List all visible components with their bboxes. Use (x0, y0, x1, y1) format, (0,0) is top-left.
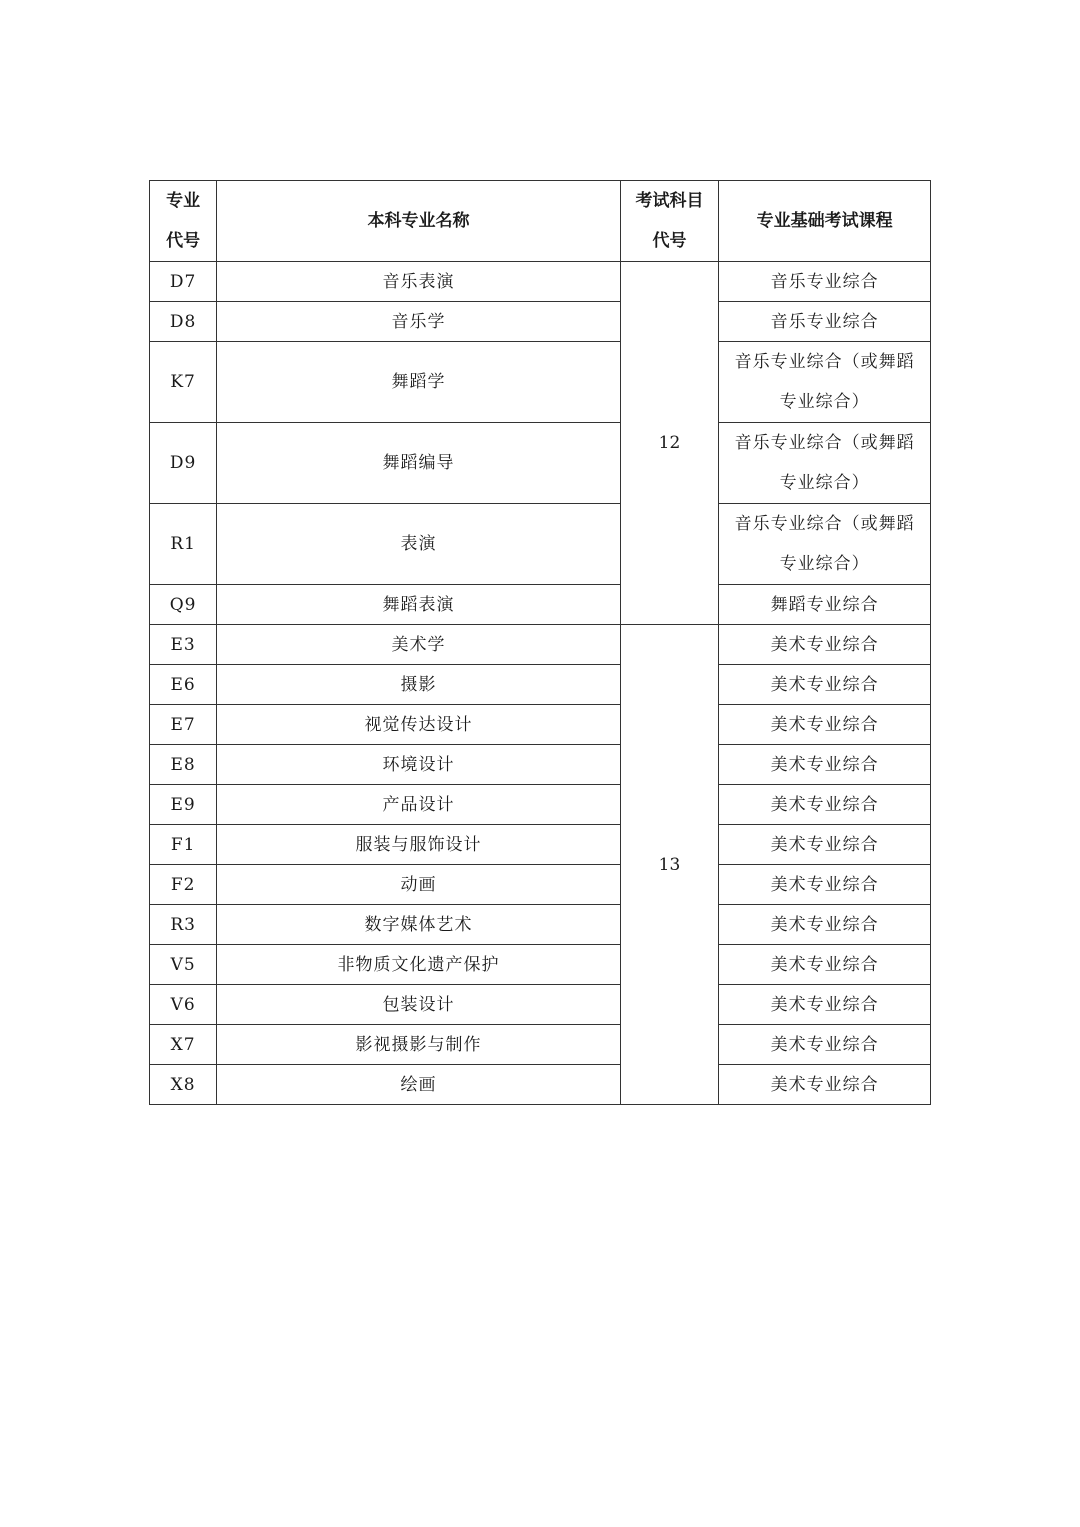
basic-course-line: 美术专业综合 (770, 954, 879, 975)
header-exam-code-line1: 考试科目 (635, 191, 704, 211)
major-name-cell: 影视摄影与制作 (217, 1025, 621, 1065)
basic-course-cell (719, 745, 931, 785)
header-exam-code-line2: 代号 (652, 231, 687, 251)
major-code-cell: F1 (150, 825, 217, 865)
header-major-name: 本科专业名称 (217, 181, 621, 262)
major-name-cell: 非物质文化遗产保护 (217, 945, 621, 985)
header-major-code-line1: 专业 (166, 191, 201, 211)
major-name-cell: 视觉传达设计 (217, 705, 621, 745)
major-code-cell: D7 (150, 262, 217, 302)
major-name-cell: 动画 (217, 865, 621, 905)
major-code-cell: D9 (150, 423, 217, 504)
basic-course-cell (719, 504, 931, 585)
major-code-cell: E9 (150, 785, 217, 825)
basic-course-cell (719, 945, 931, 985)
major-code-cell: E7 (150, 705, 217, 745)
table-row (150, 302, 931, 342)
basic-course-line: 专业综合） (779, 392, 870, 412)
basic-course-line: 舞蹈专业综合 (770, 594, 879, 615)
major-code-cell: R3 (150, 905, 217, 945)
table-body (150, 262, 931, 1105)
basic-course-line: 美术专业综合 (770, 794, 879, 815)
major-name-cell: 舞蹈编导 (217, 423, 621, 504)
basic-course-line: 美术专业综合 (770, 874, 879, 895)
major-name-cell: 摄影 (217, 665, 621, 705)
basic-course-line: 美术专业综合 (770, 1074, 879, 1095)
major-name-cell: 音乐学 (217, 302, 621, 342)
major-code-cell: R1 (150, 504, 217, 585)
major-code-cell: E3 (150, 625, 217, 665)
basic-course-cell (719, 342, 931, 423)
basic-course-line: 美术专业综合 (770, 674, 879, 695)
table-row (150, 865, 931, 905)
basic-course-line: 美术专业综合 (770, 914, 879, 935)
major-name-cell: 包装设计 (217, 985, 621, 1025)
major-code-cell: E8 (150, 745, 217, 785)
exam-code-cell: 13 (620, 625, 718, 1105)
table-row (150, 342, 931, 423)
basic-course-cell (719, 625, 931, 665)
major-code-cell: E6 (150, 665, 217, 705)
table-header-row (150, 181, 931, 262)
basic-course-cell (719, 985, 931, 1025)
table-row (150, 745, 931, 785)
major-name-cell: 环境设计 (217, 745, 621, 785)
basic-course-line: 音乐专业综合（或舞蹈 (734, 514, 915, 534)
major-code-cell: F2 (150, 865, 217, 905)
basic-course-cell (719, 423, 931, 504)
basic-course-line: 美术专业综合 (770, 1034, 879, 1055)
basic-course-cell (719, 585, 931, 625)
major-code-cell: V6 (150, 985, 217, 1025)
basic-course-cell (719, 665, 931, 705)
table-row (150, 504, 931, 585)
exam-code-cell: 12 (620, 262, 718, 625)
basic-course-cell (719, 1065, 931, 1105)
basic-course-line: 音乐专业综合（或舞蹈 (734, 433, 915, 453)
basic-course-cell (719, 905, 931, 945)
major-exam-table (149, 180, 931, 1105)
table-row (150, 945, 931, 985)
major-code-cell: X7 (150, 1025, 217, 1065)
basic-course-line: 音乐专业综合（或舞蹈 (734, 352, 915, 372)
table-row (150, 262, 931, 302)
header-major-code (150, 181, 217, 262)
table-row (150, 825, 931, 865)
basic-course-cell (719, 705, 931, 745)
basic-course-cell (719, 785, 931, 825)
table-row (150, 1065, 931, 1105)
table-row (150, 1025, 931, 1065)
basic-course-cell (719, 262, 931, 302)
basic-course-cell (719, 302, 931, 342)
table-row (150, 585, 931, 625)
major-code-cell: X8 (150, 1065, 217, 1105)
basic-course-line: 专业综合） (779, 554, 870, 574)
major-name-cell: 服装与服饰设计 (217, 825, 621, 865)
basic-course-cell (719, 825, 931, 865)
major-name-cell: 美术学 (217, 625, 621, 665)
table-row (150, 785, 931, 825)
major-code-cell: D8 (150, 302, 217, 342)
basic-course-line: 音乐专业综合 (770, 311, 879, 332)
basic-course-line: 专业综合） (779, 473, 870, 493)
header-exam-code (620, 181, 718, 262)
major-name-cell: 数字媒体艺术 (217, 905, 621, 945)
major-name-cell: 产品设计 (217, 785, 621, 825)
table-row (150, 985, 931, 1025)
header-basic-course: 专业基础考试课程 (719, 181, 931, 262)
basic-course-cell (719, 1025, 931, 1065)
major-code-cell: Q9 (150, 585, 217, 625)
basic-course-line: 美术专业综合 (770, 714, 879, 735)
major-name-cell: 舞蹈表演 (217, 585, 621, 625)
major-name-cell: 舞蹈学 (217, 342, 621, 423)
major-name-cell: 音乐表演 (217, 262, 621, 302)
table-row (150, 665, 931, 705)
major-name-cell: 表演 (217, 504, 621, 585)
major-name-cell: 绘画 (217, 1065, 621, 1105)
basic-course-line: 美术专业综合 (770, 754, 879, 775)
table-row (150, 625, 931, 665)
basic-course-line: 美术专业综合 (770, 994, 879, 1015)
basic-course-line: 美术专业综合 (770, 834, 879, 855)
table-row (150, 423, 931, 504)
basic-course-line: 美术专业综合 (770, 634, 879, 655)
table-row (150, 905, 931, 945)
basic-course-cell (719, 865, 931, 905)
major-code-cell: V5 (150, 945, 217, 985)
header-major-code-line2: 代号 (166, 231, 201, 251)
major-code-cell: K7 (150, 342, 217, 423)
table-row (150, 705, 931, 745)
basic-course-line: 音乐专业综合 (770, 271, 879, 292)
